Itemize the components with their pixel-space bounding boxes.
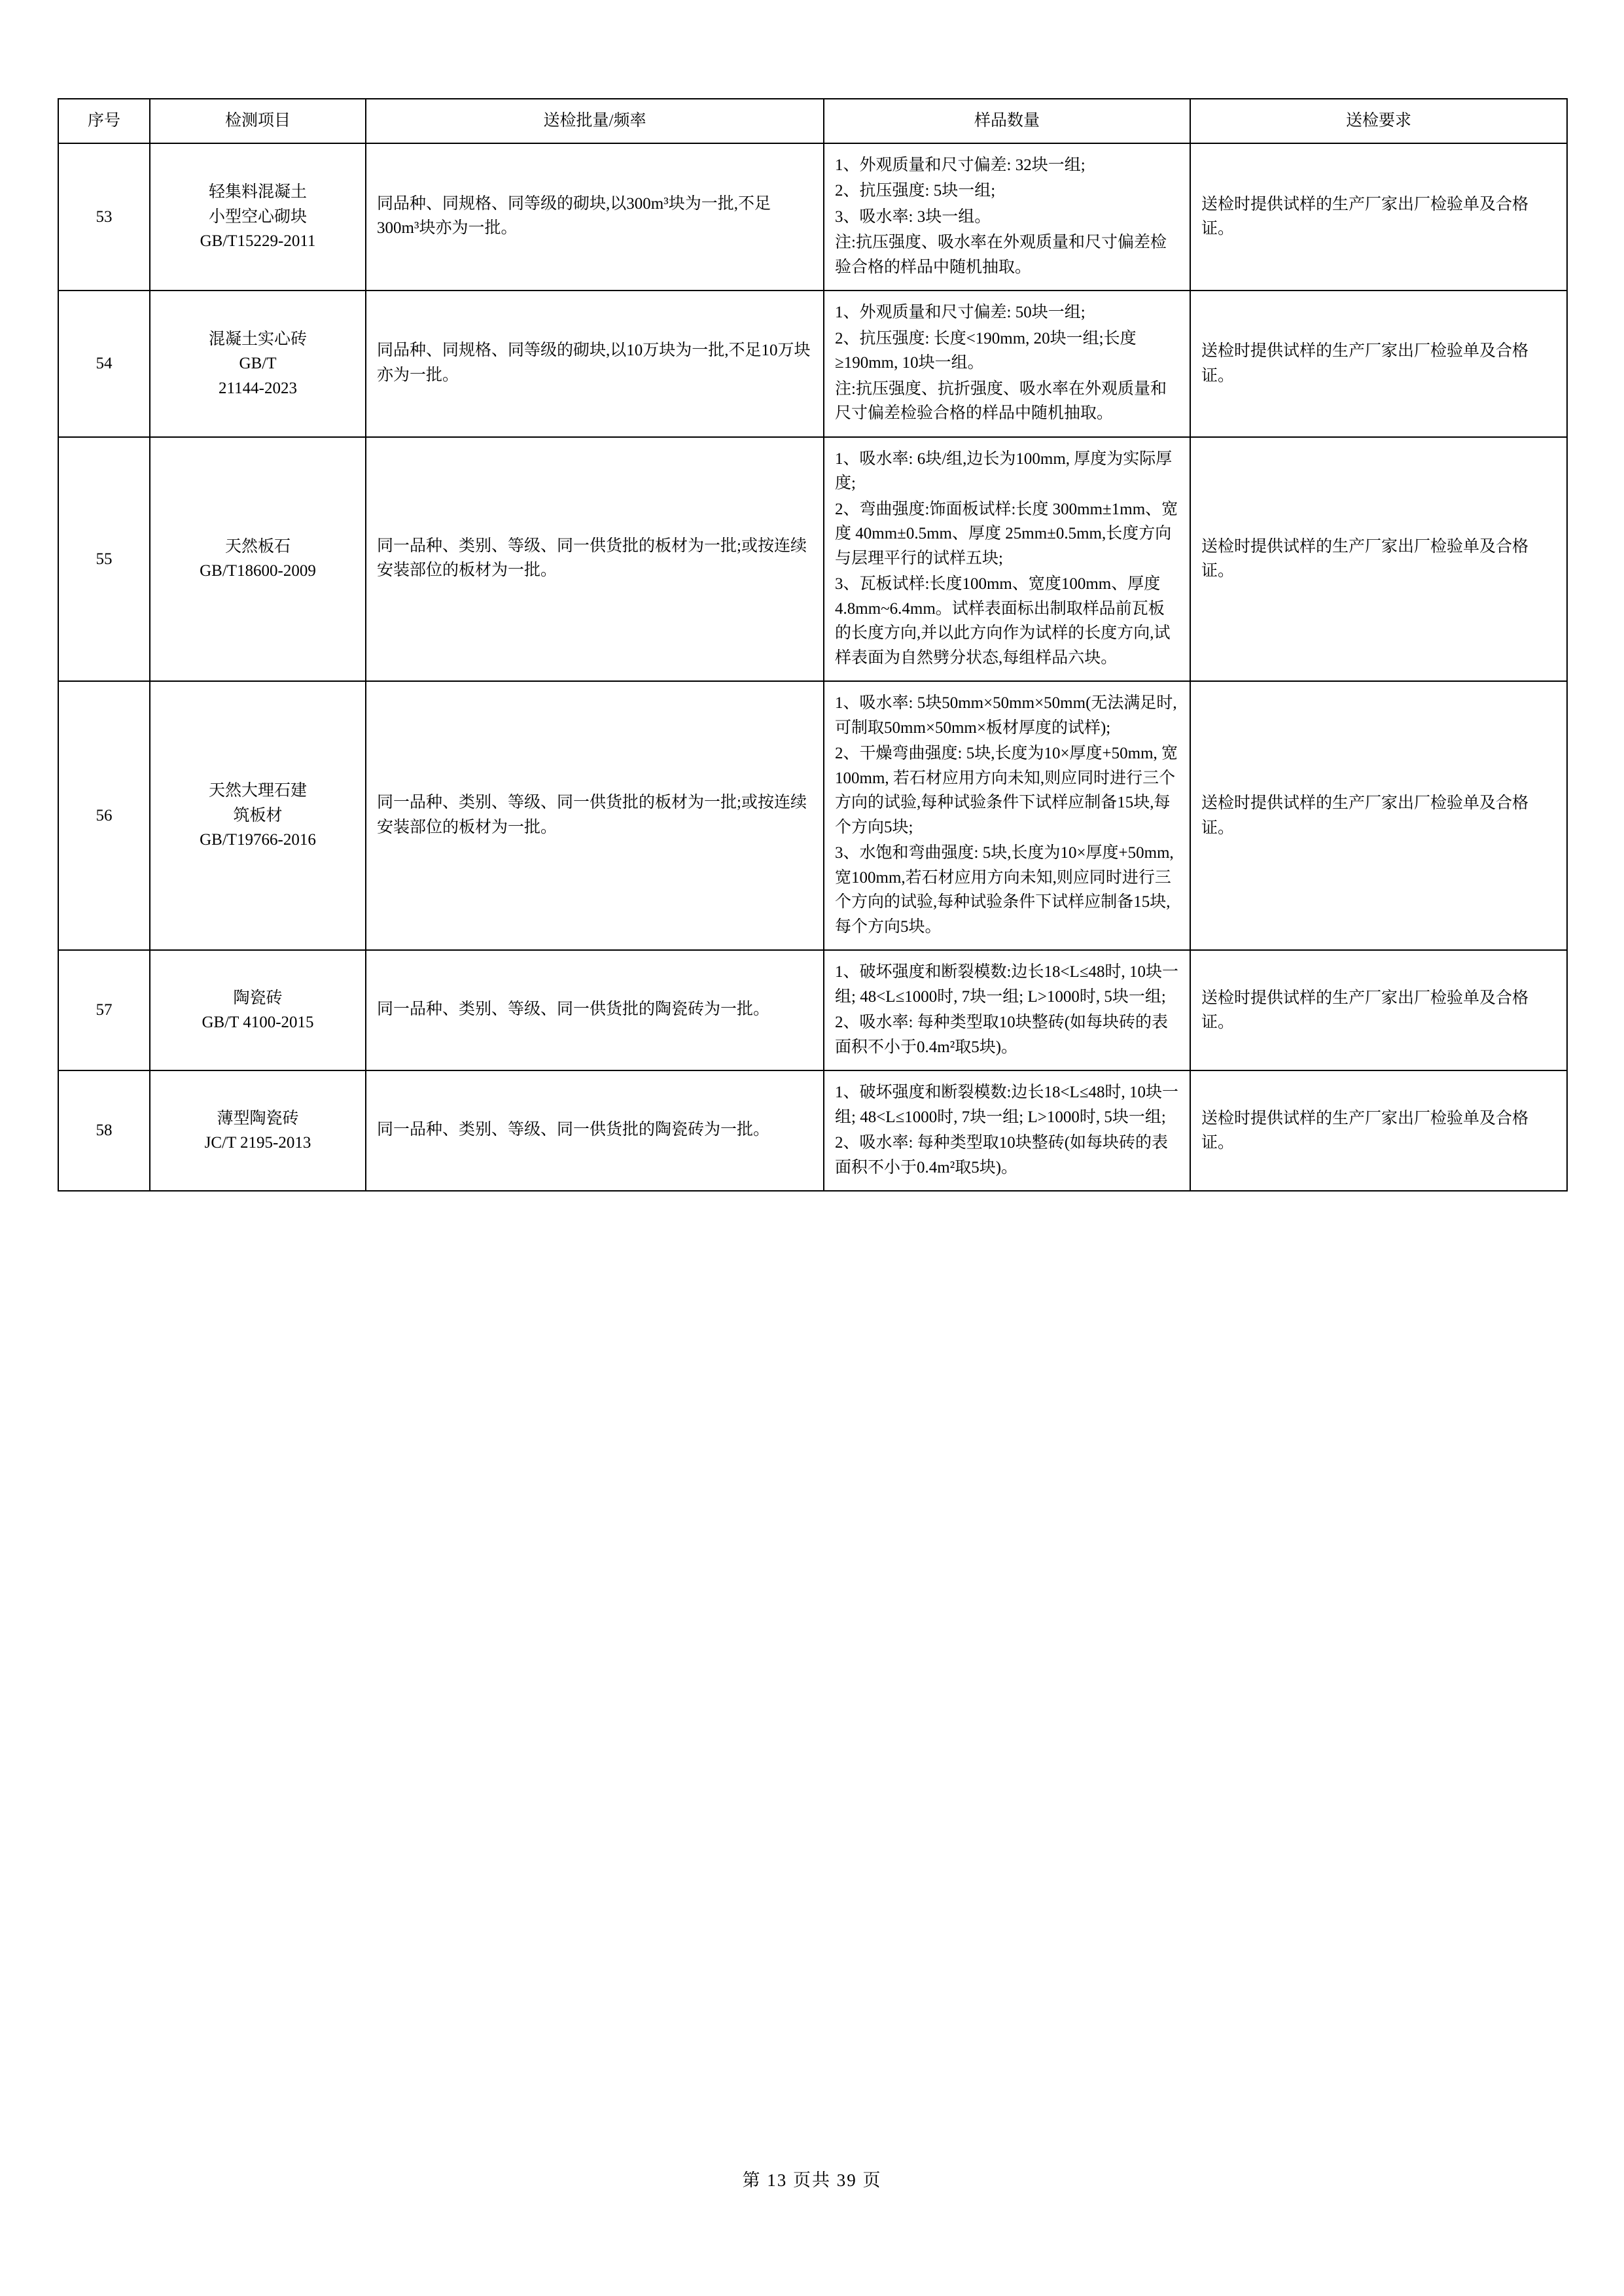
table-header: [58, 99, 1567, 143]
item-line: 21144-2023: [219, 379, 297, 397]
cell-quantity: [824, 143, 1190, 291]
column-header-quantity: 样品数量: [824, 99, 1190, 143]
cell-no: 56: [58, 681, 150, 950]
table-row: [58, 291, 1567, 437]
item-line: GB/T18600-2009: [200, 562, 316, 580]
column-header-batch: 送检批量/频率: [366, 99, 824, 143]
cell-item: [150, 143, 366, 291]
cell-item: [150, 950, 366, 1070]
table-row: [58, 1070, 1567, 1191]
page-footer: 第 13 页共 39 页: [742, 2170, 882, 2190]
qty-line: 1、破坏强度和断裂模数:边长18<L≤48时, 10块一组; 48<L≤1000时, 7块一组; L>1000时, 5块一组;: [835, 1084, 1179, 1126]
qty-line: 2、抗压强度: 长度<190mm, 20块一组;长度≥190mm, 10块一组。: [835, 329, 1137, 372]
table-body: [58, 143, 1567, 1192]
qty-line: 1、外观质量和尺寸偏差: 50块一组;: [835, 304, 1086, 321]
qty-line: 1、吸水率: 6块/组,边长为100mm, 厚度为实际厚度;: [835, 450, 1173, 492]
cell-quantity: [824, 1070, 1190, 1191]
item-line: 天然大理石建: [208, 782, 307, 800]
item-line: 陶瓷砖: [233, 989, 283, 1007]
item-line: 薄型陶瓷砖: [217, 1109, 299, 1127]
table-row: [58, 950, 1567, 1070]
cell-batch: [366, 437, 824, 682]
cell-requirement: 送检时提供试样的生产厂家出厂检验单及合格证。: [1190, 143, 1567, 291]
table-row: [58, 437, 1567, 682]
item-line: 混凝土实心砖: [208, 330, 307, 348]
qty-line: 3、瓦板试样:长度100mm、宽度100mm、厚度4.8mm~6.4mm。试样表面标出制取样品前瓦板的长度方向,并以此方向作为试样的长度方向,试样表面为自然劈分状态,每组样品六块。: [835, 575, 1171, 667]
batch-text: 同品种、同规格、同等级的砌块,以10万块为一批,不足10万块亦为一批。: [377, 342, 811, 384]
item-line: JC/T 2195-2013: [204, 1134, 311, 1152]
batch-text: 同品种、同规格、同等级的砌块,以300m³块为一批,不足300m³块亦为一批。: [377, 194, 771, 238]
qty-line: 1、破坏强度和断裂模数:边长18<L≤48时, 10块一组; 48<L≤1000时, 7块一组; L>1000时, 5块一组;: [835, 963, 1179, 1006]
qty-line: 2、吸水率: 每种类型取10块整砖(如每块砖的表面积不小于0.4m²取5块)。: [835, 1134, 1169, 1176]
qty-line: 1、吸水率: 5块50mm×50mm×50mm(无法满足时,可制取50mm×50mm×板材厚度的试样);: [835, 694, 1177, 737]
cell-quantity: [824, 950, 1190, 1070]
inspection-requirements-table: [58, 98, 1568, 1192]
cell-quantity: [824, 291, 1190, 437]
item-line: 筑板材: [233, 806, 283, 824]
cell-batch: [366, 681, 824, 950]
cell-no: 53: [58, 143, 150, 291]
cell-requirement: 送检时提供试样的生产厂家出厂检验单及合格证。: [1190, 437, 1567, 682]
qty-line: 注:抗压强度、吸水率在外观质量和尺寸偏差检验合格的样品中随机抽取。: [835, 234, 1167, 276]
qty-line: 3、水饱和弯曲强度: 5块,长度为10×厚度+50mm, 宽100mm,若石材应用方向未知,则应同时进行三个方向的试验,每种试验条件下试样应制备15块,每个方向5块。: [835, 844, 1174, 936]
item-line: 天然板石: [224, 537, 291, 556]
cell-item: [150, 1070, 366, 1191]
qty-line: 注:抗压强度、抗折强度、吸水率在外观质量和尺寸偏差检验合格的样品中随机抽取。: [835, 380, 1167, 422]
item-line: GB/T15229-2011: [200, 232, 316, 250]
cell-item: [150, 437, 366, 682]
item-line: 小型空心砌块: [208, 207, 307, 226]
batch-text: 同一品种、类别、等级、同一供货批的陶瓷砖为一批。: [377, 1000, 770, 1019]
qty-line: 2、干燥弯曲强度: 5块,长度为10×厚度+50mm, 宽100mm, 若石材应用方向未知,则应同时进行三个方向的试验,每种试验条件下试样应制备15块,每个方向5块;: [835, 745, 1178, 836]
cell-quantity: [824, 681, 1190, 950]
qty-line: 1、外观质量和尺寸偏差: 32块一组;: [835, 156, 1086, 174]
qty-line: 2、抗压强度: 5块一组;: [835, 182, 996, 200]
table-row: [58, 681, 1567, 950]
cell-no: 58: [58, 1070, 150, 1191]
batch-text: 同一品种、类别、等级、同一供货批的板材为一批;或按连续安装部位的板材为一批。: [377, 537, 807, 580]
column-header-no: 序号: [58, 99, 150, 143]
cell-requirement: 送检时提供试样的生产厂家出厂检验单及合格证。: [1190, 681, 1567, 950]
batch-text: 同一品种、类别、等级、同一供货批的板材为一批;或按连续安装部位的板材为一批。: [377, 794, 807, 836]
cell-batch: [366, 291, 824, 437]
column-header-requirement: 送检要求: [1190, 99, 1567, 143]
table-header-row: [58, 99, 1567, 143]
cell-no: 54: [58, 291, 150, 437]
qty-line: 3、吸水率: 3块一组。: [835, 207, 991, 226]
cell-requirement: 送检时提供试样的生产厂家出厂检验单及合格证。: [1190, 1070, 1567, 1191]
table-row: [58, 143, 1567, 291]
cell-quantity: [824, 437, 1190, 682]
cell-batch: [366, 950, 824, 1070]
item-line: GB/T: [239, 355, 277, 372]
cell-no: 57: [58, 950, 150, 1070]
cell-no: 55: [58, 437, 150, 682]
item-line: 轻集料混凝土: [208, 183, 307, 201]
batch-text: 同一品种、类别、等级、同一供货批的陶瓷砖为一批。: [377, 1121, 770, 1139]
item-line: GB/T19766-2016: [200, 831, 316, 849]
cell-item: [150, 681, 366, 950]
cell-requirement: 送检时提供试样的生产厂家出厂检验单及合格证。: [1190, 291, 1567, 437]
cell-item: [150, 291, 366, 437]
qty-line: 2、弯曲强度:饰面板试样:长度 300mm±1mm、宽度 40mm±0.5mm、厚度 25mm±0.5mm,长度方向与层理平行的试样五块;: [835, 500, 1178, 567]
item-line: GB/T 4100-2015: [202, 1014, 314, 1031]
qty-line: 2、吸水率: 每种类型取10块整砖(如每块砖的表面积不小于0.4m²取5块)。: [835, 1014, 1169, 1056]
cell-batch: [366, 143, 824, 291]
cell-batch: [366, 1070, 824, 1191]
cell-requirement: 送检时提供试样的生产厂家出厂检验单及合格证。: [1190, 950, 1567, 1070]
column-header-item: 检测项目: [150, 99, 366, 143]
